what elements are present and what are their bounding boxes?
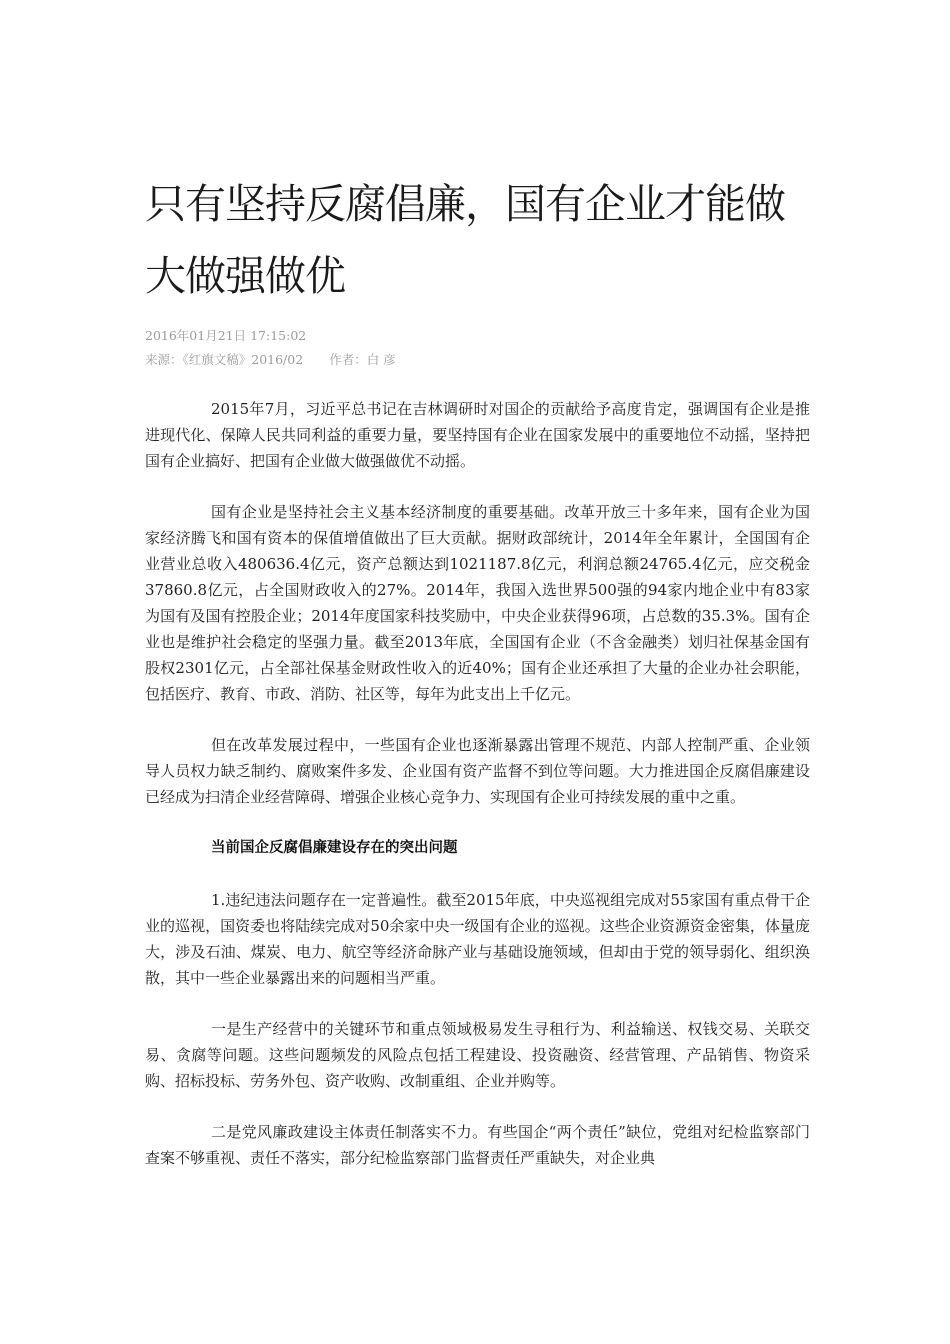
article-source: 来源：《红旗文稿》2016/02 [145, 352, 304, 367]
article-author: 作者：白 彦 [329, 352, 396, 367]
article-body [145, 396, 810, 1171]
paragraph: 一是生产经营中的关键环节和重点领域极易发生寻租行为、利益输送、权钱交易、关联交易、贪腐等问题。这些问题频发的风险点包括工程建设、投资融资、经营管理、产品销售、物资采购、招标投标、劳务外包、资产收购、改制重组、企业并购等。 [145, 1020, 810, 1090]
article-title: 只有坚持反腐倡廉，国有企业才能做大做强做优 [145, 180, 785, 300]
paragraph: 二是党风廉政建设主体责任制落实不力。有些国企“两个责任”缺位，党组对纪检监察部门查案不够重视、责任不落实，部分纪检监察部门监督责任严重缺失，对企业典 [145, 1123, 810, 1167]
paragraph: 2015年7月，习近平总书记在吉林调研时对国企的贡献给予高度肯定，强调国有企业是推进现代化、保障人民共同利益的重要力量，要坚持国有企业在国家发展中的重要地位不动摇，坚持把国有企业搞好、把国有企业做大做强做优不动摇。 [145, 400, 810, 470]
paragraph: 但在改革发展过程中，一些国有企业也逐渐暴露出管理不规范、内部人控制严重、企业领导人员权力缺乏制约、腐败案件多发、企业国有资产监督不到位等问题。大力推进国企反腐倡廉建设已经成为扫清企业经营障碍、增强企业核心竞争力、实现国有企业可持续发展的重中之重。 [145, 736, 810, 806]
source-author-line [145, 348, 810, 372]
paragraph: 1.违纪违法问题存在一定普遍性。截至2015年底，中央巡视组完成对55家国有重点骨干企业的巡视，国资委也将陆续完成对50余家中央一级国有企业的巡视。这些企业资源资金密集，体量庞大，涉及石油、煤炭、电力、航空等经济命脉产业与基础设施领域，但却由于党的领导弱化、组织涣散，其中一些企业暴露出来的问题相当严重。 [145, 891, 810, 987]
article [145, 168, 810, 1196]
publish-date: 2016年01月21日 17:15:02 [145, 328, 307, 343]
paragraph: 国有企业是坚持社会主义基本经济制度的重要基础。改革开放三十多年来，国有企业为国家经济腾飞和国有资本的保值增值做出了巨大贡献。据财政部统计，2014年全年累计，全国国有企业营业总收入480636.4亿元，资产总额达到1021187.8亿元，利润总额24765.4亿元，应交税金37860.8亿元，占全国财政收入的27%。2014年，我国入选世界500强的94家内地企业中有83家为国有及国有控股企业；2014年度国家科技奖励中，中央企业获得96项，占总数的35.3%。国有企业也是维护社会稳定的坚强力量。截至2013年底，全国国有企业（不含金融类）划归社保基金国有股权2301亿元，占全部社保基金财政性收入的近40%；国有企业还承担了大量的企业办社会职能，包括医疗、教育、市政、消防、社区等，每年为此支出上千亿元。 [145, 503, 810, 703]
section-heading: 当前国企反腐倡廉建设存在的突出问题 [211, 840, 458, 856]
article-meta [145, 324, 810, 372]
